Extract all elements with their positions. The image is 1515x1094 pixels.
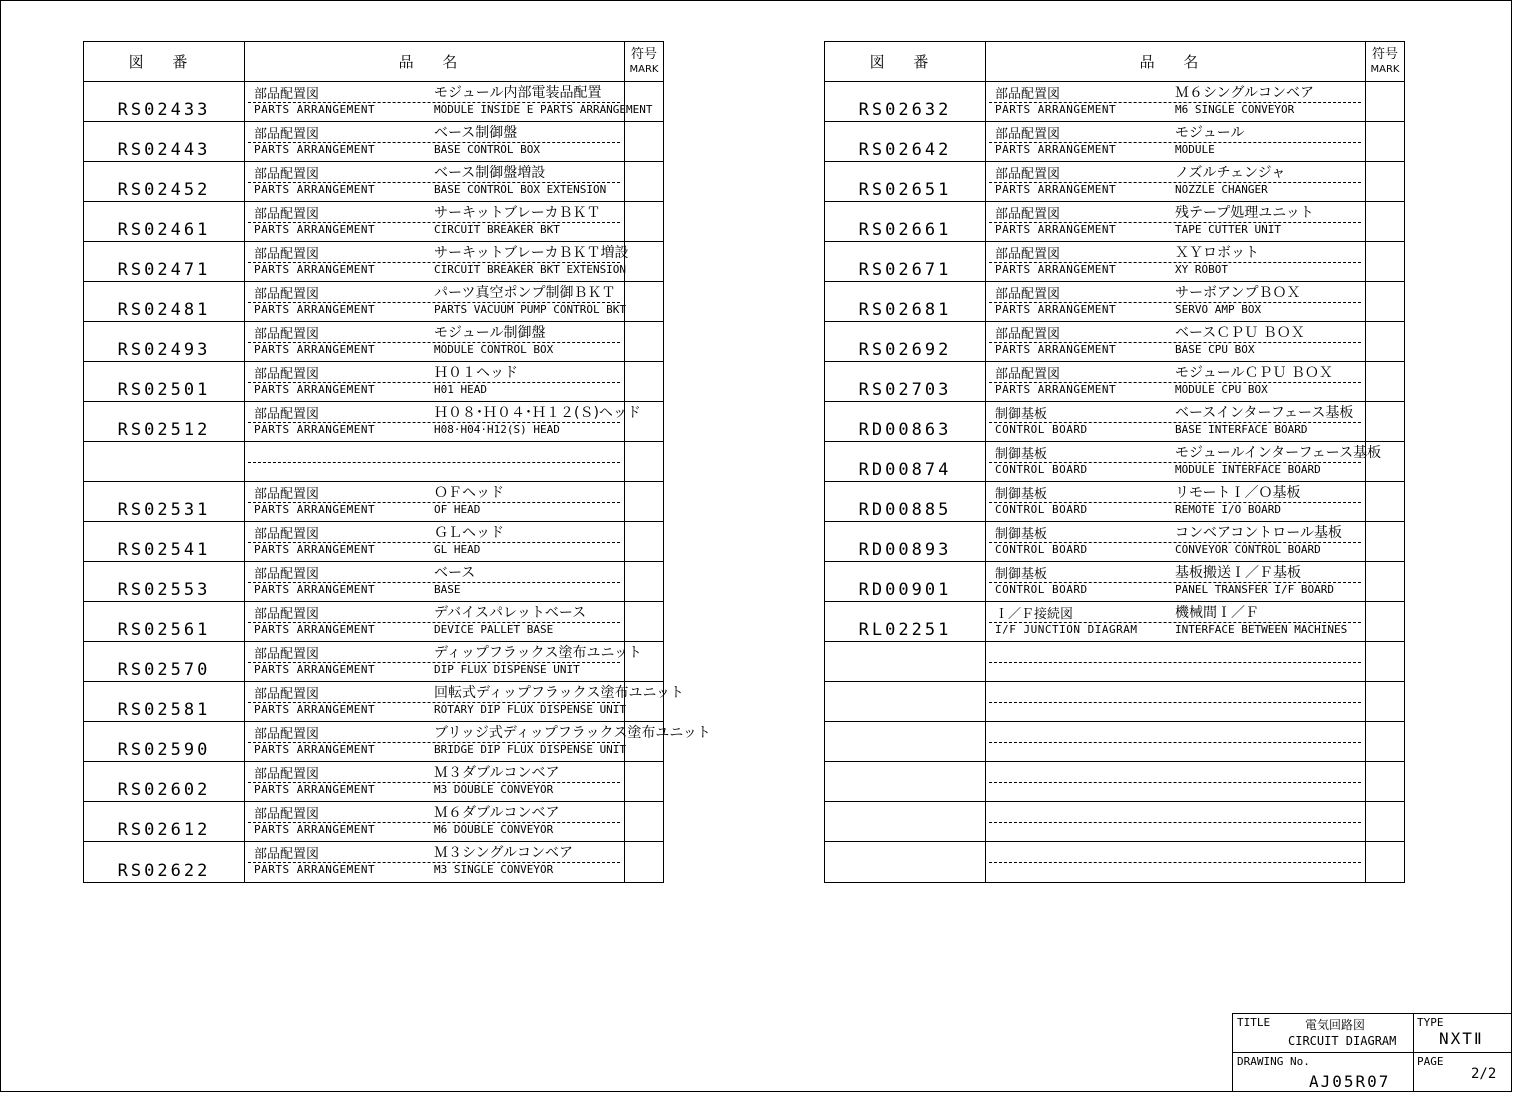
table-row: [825, 802, 1404, 842]
category-en: PARTS ARRANGEMENT: [995, 263, 1117, 276]
category-jp: 部品配置図: [995, 247, 1061, 262]
category-en: PARTS ARRANGEMENT: [995, 383, 1117, 396]
item-name-jp: デバイスパレットベース: [434, 605, 587, 621]
drawing-number-label: DRAWING No.: [1237, 1055, 1310, 1068]
category-jp: 部品配置図: [254, 87, 320, 102]
category-en: PARTS ARRANGEMENT: [254, 703, 376, 716]
title-label: TITLE: [1237, 1016, 1271, 1029]
item-name-en: OF HEAD: [434, 503, 481, 516]
drawing-number: RS02461: [117, 220, 211, 240]
table-row: [84, 242, 663, 282]
category-en: PARTS ARRANGEMENT: [254, 183, 376, 196]
drawing-number: RS02481: [117, 300, 211, 320]
header-drawing-number: 図 番: [128, 53, 200, 71]
drawing-number: RD00893: [858, 540, 952, 560]
category-jp: 部品配置図: [254, 807, 320, 822]
item-name-jp: Ｈ０８･Ｈ０４･Ｈ１２(Ｓ)ヘッド: [434, 405, 641, 421]
drawing-number-value: AJ05R07: [1309, 1072, 1391, 1091]
table-row: [84, 442, 663, 482]
table-row: [825, 522, 1404, 562]
drawing-list-table-left: [83, 41, 711, 883]
drawing-number: RS02642: [858, 140, 952, 160]
table-row: [84, 122, 663, 162]
item-name-jp: ＯＦヘッド: [434, 485, 504, 501]
drawing-number: RS02553: [117, 580, 211, 600]
table-row: [825, 362, 1404, 402]
category-jp: 制御基板: [995, 567, 1048, 582]
table-row: [84, 162, 663, 202]
item-name-en: M3 SINGLE CONVEYOR: [434, 863, 554, 876]
category-en: PARTS ARRANGEMENT: [254, 383, 376, 396]
category-jp: 部品配置図: [254, 407, 320, 422]
table-row: [84, 402, 663, 442]
category-en: PARTS ARRANGEMENT: [995, 103, 1117, 116]
item-name-jp: ベース制御盤: [434, 125, 518, 141]
item-name-en: M6 SINGLE CONVEYOR: [1175, 103, 1295, 116]
row-dashed-separator: [989, 782, 1361, 783]
drawing-number: RS02671: [858, 260, 952, 280]
item-name-en: CIRCUIT BREAKER BKT: [434, 223, 560, 236]
item-name-en: MODULE CPU BOX: [1175, 383, 1268, 396]
item-name-jp: 残テープ処理ユニット: [1175, 205, 1314, 221]
drawing-number: RS02692: [858, 340, 952, 360]
item-name-jp: ＧＬヘッド: [434, 525, 504, 541]
header-item-name: 品 名: [1139, 53, 1211, 71]
item-name-en: CONVEYOR CONTROL BOARD: [1175, 543, 1321, 556]
table-row: [825, 442, 1404, 482]
drawing-number: RS02590: [117, 740, 211, 760]
category-en: PARTS ARRANGEMENT: [254, 103, 376, 116]
category-en: PARTS ARRANGEMENT: [254, 583, 376, 596]
drawing-number: RS02703: [858, 380, 952, 400]
row-dashed-separator: [989, 822, 1361, 823]
category-en: PARTS ARRANGEMENT: [995, 223, 1117, 236]
category-en: CONTROL BOARD: [995, 423, 1088, 436]
table-header: [825, 42, 1404, 82]
item-name-en: MODULE: [1175, 143, 1215, 156]
item-name-jp: リモートＩ／Ｏ基板: [1175, 485, 1301, 501]
item-name-jp: パーツ真空ポンプ制御ＢＫＴ: [434, 285, 616, 301]
row-dashed-separator: [248, 462, 620, 463]
item-name-en: NOZZLE CHANGER: [1175, 183, 1268, 196]
category-jp: 部品配置図: [254, 367, 320, 382]
title-block-divider: [1233, 1052, 1512, 1053]
table-row: [825, 562, 1404, 602]
item-name-jp: コンベアコントロール基板: [1175, 525, 1343, 541]
drawing-number: RS02581: [117, 700, 211, 720]
category-en: PARTS ARRANGEMENT: [254, 503, 376, 516]
table-row: [825, 322, 1404, 362]
table-row: [84, 762, 663, 802]
category-jp: 部品配置図: [254, 687, 320, 702]
category-en: PARTS ARRANGEMENT: [254, 423, 376, 436]
drawing-number: RL02251: [858, 620, 952, 640]
item-name-jp: ＸＹロボット: [1175, 245, 1259, 261]
drawing-number: RS02501: [117, 380, 211, 400]
category-en: CONTROL BOARD: [995, 583, 1088, 596]
drawing-number: RS02443: [117, 140, 211, 160]
category-jp: 部品配置図: [254, 327, 320, 342]
type-value: NXTⅡ: [1439, 1029, 1484, 1048]
table-row: [84, 682, 684, 722]
category-jp: 部品配置図: [254, 727, 320, 742]
item-name-en: CIRCUIT BREAKER BKT EXTENSION: [434, 263, 627, 276]
category-en: PARTS ARRANGEMENT: [995, 343, 1117, 356]
table-rows-left: [84, 82, 711, 882]
drawing-number: RS02471: [117, 260, 211, 280]
category-en: PARTS ARRANGEMENT: [254, 663, 376, 676]
table-row: [84, 362, 663, 402]
category-jp: 制御基板: [995, 487, 1048, 502]
category-en: PARTS ARRANGEMENT: [995, 303, 1117, 316]
table-row: [84, 602, 663, 642]
category-en: CONTROL BOARD: [995, 463, 1088, 476]
item-name-jp: モジュールＣＰＵ ＢＯＸ: [1175, 365, 1333, 381]
category-en: PARTS ARRANGEMENT: [254, 263, 376, 276]
category-jp: 部品配置図: [254, 647, 320, 662]
category-jp: 部品配置図: [995, 167, 1061, 182]
category-jp: 部品配置図: [254, 287, 320, 302]
row-dashed-separator: [989, 662, 1361, 663]
title-en: CIRCUIT DIAGRAM: [1288, 1034, 1397, 1048]
table-row: [84, 82, 663, 122]
table-row: [825, 602, 1404, 642]
category-en: PARTS ARRANGEMENT: [995, 183, 1117, 196]
category-jp: 部品配置図: [995, 87, 1061, 102]
drawing-number: RS02661: [858, 220, 952, 240]
category-en: I/F JUNCTION DIAGRAM: [995, 623, 1138, 636]
table-row: [825, 482, 1404, 522]
item-name-en: INTERFACE BETWEEN MACHINES: [1175, 623, 1348, 636]
header-item-name: 品 名: [398, 53, 470, 71]
item-name-jp: ブリッジ式ディップフラックス塗布ユニット: [434, 725, 711, 741]
item-name-en: TAPE CUTTER UNIT: [1175, 223, 1281, 236]
category-jp: 制御基板: [995, 447, 1048, 462]
drawing-number: RD00874: [858, 460, 952, 480]
row-dashed-separator: [989, 862, 1361, 863]
category-en: PARTS ARRANGEMENT: [254, 623, 376, 636]
drawing-number: RD00901: [858, 580, 952, 600]
header-mark-jp: 符号: [630, 46, 657, 62]
category-jp: 部品配置図: [254, 767, 320, 782]
category-en: PARTS ARRANGEMENT: [254, 303, 376, 316]
item-name-jp: サーボアンプＢＯＸ: [1175, 285, 1301, 301]
table-row: [84, 842, 663, 882]
item-name-en: GL HEAD: [434, 543, 481, 556]
item-name-en: MODULE CONTROL BOX: [434, 343, 554, 356]
drawing-number: RS02632: [858, 100, 952, 120]
category-jp: 部品配置図: [254, 607, 320, 622]
category-jp: 部品配置図: [254, 527, 320, 542]
category-en: PARTS ARRANGEMENT: [254, 743, 376, 756]
table-row: [825, 842, 1404, 882]
title-block: [1232, 1013, 1512, 1092]
table-row: [84, 202, 663, 242]
row-dashed-separator: [989, 702, 1361, 703]
item-name-en: MODULE INTERFACE BOARD: [1175, 463, 1321, 476]
table-row: [825, 682, 1404, 722]
category-jp: 部品配置図: [254, 247, 320, 262]
table-row: [825, 762, 1404, 802]
category-jp: 部品配置図: [254, 167, 320, 182]
page-label: PAGE: [1417, 1055, 1444, 1068]
drawing-number: RS02612: [117, 820, 211, 840]
header-mark-en: MARK: [629, 63, 659, 75]
category-jp: 部品配置図: [254, 207, 320, 222]
item-name-jp: ディップフラックス塗布ユニット: [434, 645, 642, 661]
table-row: [84, 722, 711, 762]
item-name-jp: モジュール: [1175, 125, 1245, 141]
category-jp: 部品配置図: [254, 127, 320, 142]
category-jp: 部品配置図: [254, 847, 320, 862]
item-name-en: XY ROBOT: [1175, 263, 1228, 276]
item-name-jp: サーキットブレーカＢＫＴ増設: [434, 245, 629, 261]
item-name-jp: 機械間Ｉ／Ｆ: [1175, 605, 1259, 621]
item-name-jp: ベースＣＰＵ ＢＯＸ: [1175, 325, 1305, 341]
category-en: PARTS ARRANGEMENT: [254, 823, 376, 836]
category-en: PARTS ARRANGEMENT: [254, 543, 376, 556]
item-name-en: BRIDGE DIP FLUX DISPENSE UNIT: [434, 743, 627, 756]
header-drawing-number: 図 番: [869, 53, 941, 71]
item-name-en: MODULE INSIDE E PARTS ARRANGEMENT: [434, 103, 653, 116]
item-name-jp: ベース制御盤増設: [434, 165, 546, 181]
header-mark: [1365, 42, 1405, 81]
item-name-en: SERVO AMP BOX: [1175, 303, 1262, 316]
item-name-en: BASE CONTROL BOX EXTENSION: [434, 183, 607, 196]
item-name-jp: Ｍ３ダブルコンベア: [434, 765, 560, 781]
item-name-jp: モジュール制御盤: [434, 325, 546, 341]
table-row: [84, 562, 663, 602]
category-jp: 部品配置図: [254, 567, 320, 582]
category-jp: 部品配置図: [995, 207, 1061, 222]
table-row: [84, 322, 663, 362]
item-name-en: BASE CONTROL BOX: [434, 143, 540, 156]
category-jp: 部品配置図: [995, 287, 1061, 302]
item-name-jp: 回転式ディップフラックス塗布ユニット: [434, 685, 684, 701]
item-name-jp: Ｍ３シングルコンベア: [434, 845, 573, 861]
item-name-jp: Ｍ６シングルコンベア: [1175, 85, 1314, 101]
table-header: [84, 42, 663, 82]
table-row: [84, 522, 663, 562]
drawing-number: RS02512: [117, 420, 211, 440]
title-block-divider: [1413, 1014, 1414, 1092]
table-row: [84, 482, 663, 522]
category-en: CONTROL BOARD: [995, 503, 1088, 516]
drawing-number: RS02651: [858, 180, 952, 200]
type-label: TYPE: [1417, 1016, 1444, 1029]
header-mark-jp: 符号: [1371, 46, 1398, 62]
drawing-list-table-right: [824, 41, 1405, 883]
drawing-number: RD00863: [858, 420, 952, 440]
item-name-en: REMOTE I/O BOARD: [1175, 503, 1281, 516]
item-name-jp: ノズルチェンジャ: [1175, 165, 1286, 181]
title-jp: 電気回路図: [1305, 1018, 1366, 1032]
item-name-jp: ベースインターフェース基板: [1175, 405, 1354, 421]
drawing-number: RS02452: [117, 180, 211, 200]
table-row: [825, 402, 1404, 442]
drawing-number: RS02541: [117, 540, 211, 560]
category-en: PARTS ARRANGEMENT: [254, 863, 376, 876]
table-row: [825, 82, 1404, 122]
drawing-number: RS02602: [117, 780, 211, 800]
drawing-number: RS02681: [858, 300, 952, 320]
table-row: [84, 802, 663, 842]
item-name-en: ROTARY DIP FLUX DISPENSE UNIT: [434, 703, 627, 716]
page-value: 2/2: [1471, 1066, 1497, 1082]
category-jp: 部品配置図: [995, 127, 1061, 142]
category-jp: Ｉ／Ｆ接続図: [995, 607, 1074, 622]
category-en: CONTROL BOARD: [995, 543, 1088, 556]
item-name-en: BASE CPU BOX: [1175, 343, 1255, 356]
category-en: PARTS ARRANGEMENT: [254, 783, 376, 796]
category-en: PARTS ARRANGEMENT: [995, 143, 1117, 156]
category-en: PARTS ARRANGEMENT: [254, 143, 376, 156]
item-name-jp: Ｍ６ダブルコンベア: [434, 805, 560, 821]
item-name-en: H01 HEAD: [434, 383, 487, 396]
drawing-number: RS02570: [117, 660, 211, 680]
item-name-jp: モジュールインターフェース基板: [1175, 445, 1382, 461]
item-name-en: M3 DOUBLE CONVEYOR: [434, 783, 554, 796]
category-jp: 部品配置図: [995, 327, 1061, 342]
item-name-en: M6 DOUBLE CONVEYOR: [434, 823, 554, 836]
item-name-jp: Ｈ０１ヘッド: [434, 365, 518, 381]
drawing-number: RS02622: [117, 861, 211, 881]
item-name-en: H08·H04·H12(S) HEAD: [434, 423, 560, 436]
item-name-en: DEVICE PALLET BASE: [434, 623, 554, 636]
category-jp: 部品配置図: [254, 487, 320, 502]
table-row: [825, 242, 1404, 282]
category-jp: 部品配置図: [995, 367, 1061, 382]
category-en: PARTS ARRANGEMENT: [254, 343, 376, 356]
item-name-jp: ベース: [434, 565, 476, 581]
table-row: [825, 282, 1404, 322]
table-rows-right: [825, 82, 1404, 882]
category-jp: 制御基板: [995, 527, 1048, 542]
table-row: [84, 642, 663, 682]
table-row: [825, 642, 1404, 682]
row-dashed-separator: [989, 742, 1361, 743]
category-jp: 制御基板: [995, 407, 1048, 422]
item-name-en: BASE INTERFACE BOARD: [1175, 423, 1308, 436]
table-row: [825, 122, 1404, 162]
item-name-jp: モジュール内部電装品配置: [434, 85, 602, 101]
table-row: [825, 162, 1404, 202]
drawing-number: RS02531: [117, 500, 211, 520]
item-name-en: DIP FLUX DISPENSE UNIT: [434, 663, 580, 676]
drawing-number: RS02493: [117, 340, 211, 360]
item-name-en: PANEL TRANSFER I/F BOARD: [1175, 583, 1334, 596]
table-row: [825, 202, 1404, 242]
category-en: PARTS ARRANGEMENT: [254, 223, 376, 236]
table-row: [825, 722, 1404, 762]
item-name-jp: 基板搬送Ｉ／Ｆ基板: [1175, 565, 1301, 581]
item-name-en: PARTS VACUUM PUMP CONTROL BKT: [434, 303, 627, 316]
header-mark: [624, 42, 664, 81]
drawing-number: RS02433: [117, 100, 211, 120]
drawing-number: RS02561: [117, 620, 211, 640]
table-row: [84, 282, 663, 322]
item-name-jp: サーキットブレーカＢＫＴ: [434, 205, 601, 221]
item-name-en: BASE: [434, 583, 461, 596]
drawing-number: RD00885: [858, 500, 952, 520]
header-mark-en: MARK: [1370, 63, 1400, 75]
